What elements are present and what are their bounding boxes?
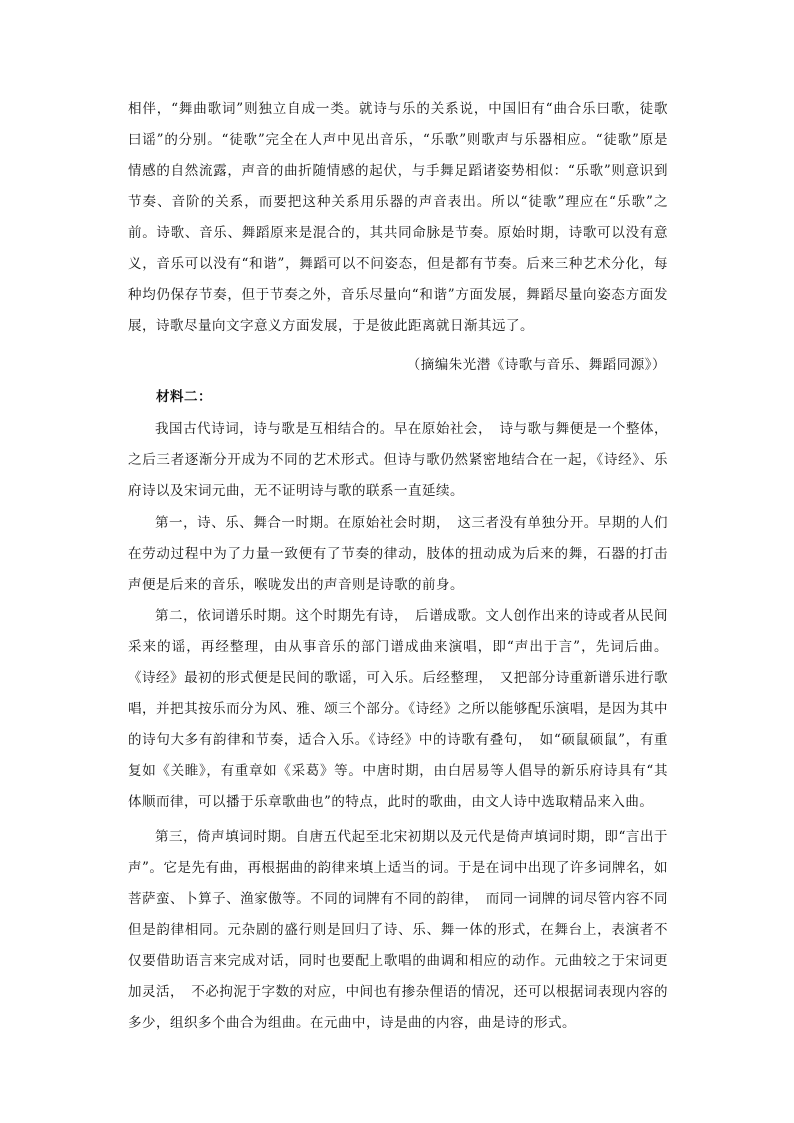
material1-continued-paragraph: 相伴，“舞曲歌词”则独立自成一类。就诗与乐的关系说，中国旧有“曲合乐曰歌，徒歌曰谣”的分别。“徒歌”完全在人声中见出音乐，“乐歌”则歌声与乐器相应。“徒歌”原是情感的自然流露，声音的曲折随情感的起伏，与手舞足蹈诸姿势相似：“乐歌”则意识到节奏、音阶的关系，而要把这种关系用乐器的声音表出。所以“徒歌”理应在“乐歌”之前。诗歌、音乐、舞蹈原来是混合的，其共同命脉是节奏。原始时期，诗歌可以没有意义，音乐可以没有“和谐”，舞蹈可以不问姿态，但是都有节奏。后来三种艺术分化，每种均仍保存节奏，但于节奏之外，音乐尽量向“和谐”方面发展，舞蹈尽量向姿态方面发展，诗歌尽量向文字意义方面发展，于是彼此距离就日渐其远了。 bbox=[128, 101, 668, 334]
material1-source: （摘编朱光潜《诗歌与音乐、舞蹈同源》） bbox=[406, 357, 666, 373]
material2-intro-paragraph: 我国古代诗词，诗与歌是互相结合的。早在原始社会， 诗与歌与舞便是一个整体，之后三者逐渐分开成为不同的艺术形式。但诗与歌仍然紧密地结合在一起，《诗经》、乐府诗以及宋词元曲，无不证明诗与歌的联系一直延续。 bbox=[128, 421, 668, 499]
material2-heading: 材料二： bbox=[156, 389, 212, 405]
material2-period3-paragraph: 第三，倚声填词时期。自唐五代起至北宋初期以及元代是倚声填词时期，即“言出于声”。它是先有曲，再根据曲的韵律来填上适当的词。于是在词中出现了许多词牌名，如菩萨蛮、卜算子、渔家傲等。不同的词牌有不同的韵律， 而同一词牌的词尽管内容不同但是韵律相同。元杂剧的盛行则是回归了诗、乐、舞一体的形式，在舞台上，表演者不仅要借助语言来完成对话，同时也要配上歌唱的曲调和相应的动作。元曲较之于宋词更加灵活， 不必拘泥于字数的对应，中间也有掺杂俚语的情况，还可以根据词表现内容的多少，组织多个曲合为组曲。在元曲中，诗是曲的内容，曲是诗的形式。 bbox=[128, 829, 668, 1031]
material2-period2-paragraph: 第二，依词谱乐时期。这个时期先有诗， 后谱成歌。文人创作出来的诗或者从民间采来的谣，再经整理，由从事音乐的部门谱成曲来演唱，即“声出于言”，先词后曲。《诗经》最初的形式便是民间的歌谣，可入乐。后经整理， 又把部分诗重新谱乐进行歌唱，并把其按乐而分为风、雅、颂三个部分。《诗经》之所以能够配乐演唱，是因为其中的诗句大多有韵律和节奏，适合入乐。《诗经》中的诗歌有叠句， 如“硕鼠硕鼠”，有重复如《关睢》，有重章如《采葛》等。中唐时期，由白居易等人倡导的新乐府诗具有“其体顺而律，可以播于乐章歌曲也”的特点，此时的歌曲，由文人诗中选取精品来入曲。 bbox=[128, 608, 668, 810]
material2-period1-paragraph: 第一，诗、乐、舞合一时期。在原始社会时期， 这三者没有单独分开。早期的人们在劳动过程中为了力量一致便有了节奏的律动，肢体的扭动成为后来的舞，石器的打击声便是后来的音乐，喉咙发出的声音则是诗歌的前身。 bbox=[128, 515, 668, 593]
